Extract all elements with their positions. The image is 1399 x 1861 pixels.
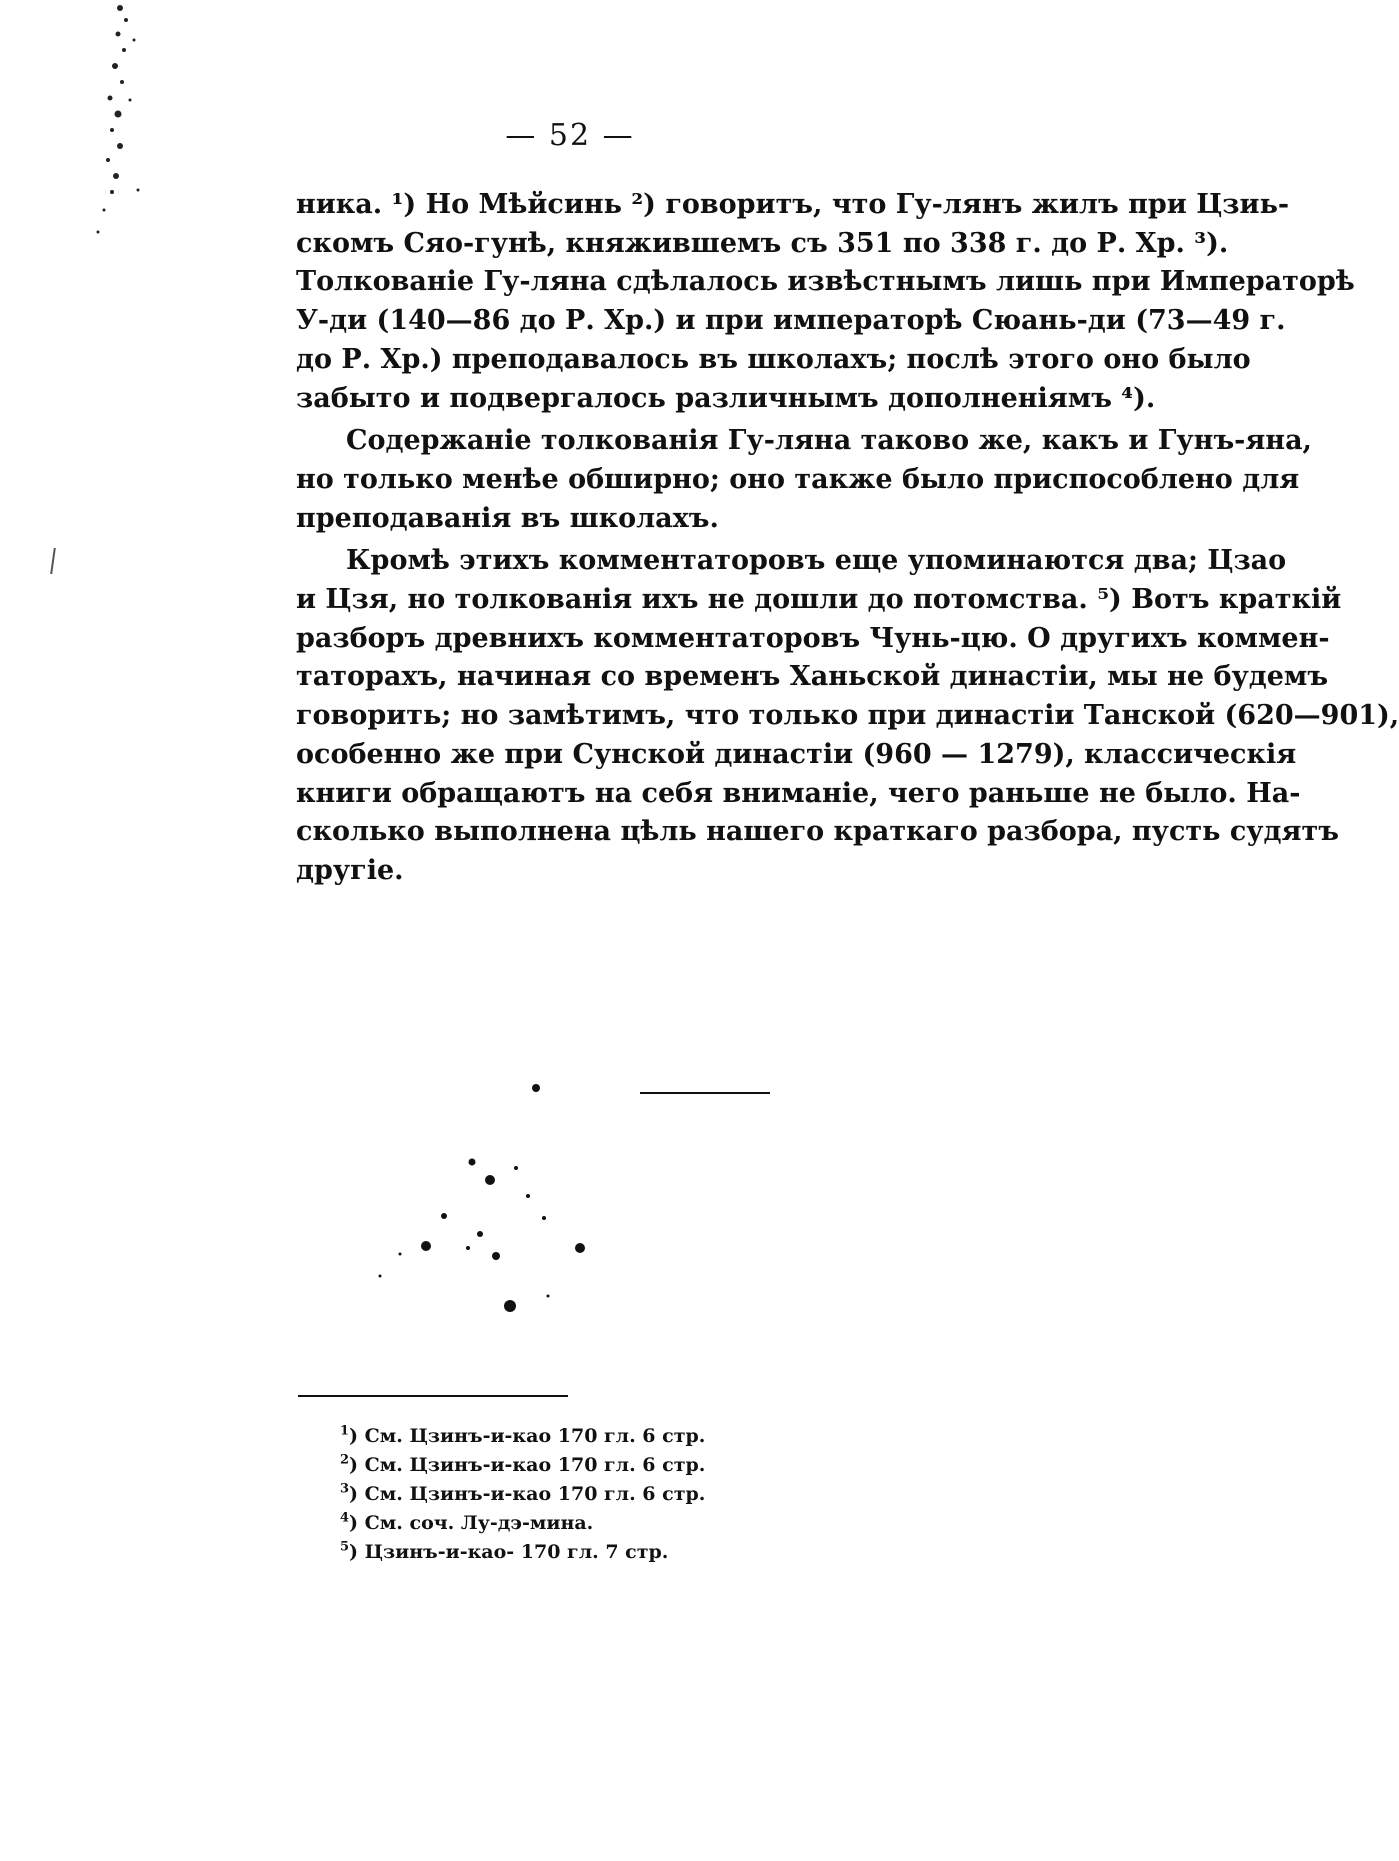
text-line: и Цзя, но толкованія ихъ не дошли до потомства. ⁵) Вотъ краткій — [296, 584, 1342, 616]
footnote-text: См. Цзинъ-и-као 170 гл. 6 стр. — [364, 1483, 706, 1505]
text-line: таторахъ, начиная со временъ Ханьской династіи, мы не будемъ — [296, 661, 1329, 693]
footnote-item: $^2$) См. Цзинъ-и-као 170 гл. 6 стр. — [340, 1452, 706, 1476]
footnote-item: $^4$) См. соч. Лу-дэ-мина. — [340, 1510, 594, 1534]
footnote-item: $^3$) См. Цзинъ-и-као 170 гл. 6 стр. — [340, 1481, 706, 1505]
text-line: скомъ Сяо-гунѣ, княжившемъ съ 351 по 338 г. до Р. Хр. ³). — [296, 227, 1229, 259]
paragraph-3 — [296, 542, 1399, 890]
footnote-text: Цзинъ-и-као- 170 гл. 7 стр. — [364, 1541, 669, 1563]
text-line: сколько выполнена цѣль нашего краткаго разбора, пусть судятъ — [296, 816, 1339, 848]
page-number: — 52 — — [505, 118, 635, 153]
text-line: говорить; но замѣтимъ, что только при династіи Танской (620—901), — [296, 700, 1399, 732]
footnote-text: См. Цзинъ-и-као 170 гл. 6 стр. — [364, 1454, 706, 1476]
ink-specks — [360, 1070, 600, 1330]
text-line: преподаванія въ школахъ. — [296, 502, 719, 534]
text-line: У-ди (140—86 до Р. Хр.) и при императорѣ Сюань-ди (73—49 г. — [296, 305, 1286, 337]
footnote-mark: 5 — [340, 1539, 350, 1555]
text-line: книги обращаютъ на себя вниманіе, чего раньше не было. На- — [296, 777, 1301, 809]
text-line: Толкованіе Гу-ляна сдѣлалось извѣстнымъ лишь при Императорѣ — [296, 266, 1355, 298]
paragraph-1 — [296, 186, 1355, 418]
text-line: но только менѣе обширно; оно также было приспособлено для — [296, 463, 1300, 495]
footnote-text: См. Цзинъ-и-као 170 гл. 6 стр. — [364, 1425, 706, 1447]
footnote-mark: 1 — [340, 1423, 350, 1439]
text-line: до Р. Хр.) преподавалось въ школахъ; послѣ этого оно было — [296, 343, 1251, 375]
body-text — [296, 186, 1399, 891]
footnotes — [340, 1422, 900, 1567]
paragraph-2 — [296, 422, 1312, 538]
text-line: Содержаніе толкованія Гу-ляна таково же, какъ и Гунъ-яна, — [346, 425, 1312, 457]
text-line: разборъ древнихъ комментаторовъ Чунь-цю. О другихъ коммен- — [296, 622, 1330, 654]
text-line: другіе. — [296, 854, 404, 886]
footnote-mark: 3 — [340, 1481, 350, 1497]
footnote-item: $^5$) Цзинъ-и-као- 170 гл. 7 стр. — [340, 1539, 669, 1563]
text-line: Кромѣ этихъ комментаторовъ еще упоминаются два; Цзао — [346, 545, 1287, 577]
text-line: забыто и подвергалось различнымъ дополненіямъ ⁴). — [296, 382, 1156, 414]
footnote-text: См. соч. Лу-дэ-мина. — [364, 1512, 594, 1534]
text-line: особенно же при Сунской династіи (960 — 1279), классическія — [296, 738, 1297, 770]
footnote-mark: 4 — [340, 1510, 350, 1526]
footnote-mark: 2 — [340, 1452, 350, 1468]
footnote-item: $^1$) См. Цзинъ-и-као 170 гл. 6 стр. — [340, 1423, 706, 1447]
text-line: ника. ¹) Но Мѣйсинь ²) говоритъ, что Гу-лянъ жилъ при Цзиь- — [296, 189, 1290, 220]
margin-mark — [50, 548, 60, 574]
footnote-rule — [298, 1395, 568, 1397]
section-separator — [640, 1092, 770, 1094]
